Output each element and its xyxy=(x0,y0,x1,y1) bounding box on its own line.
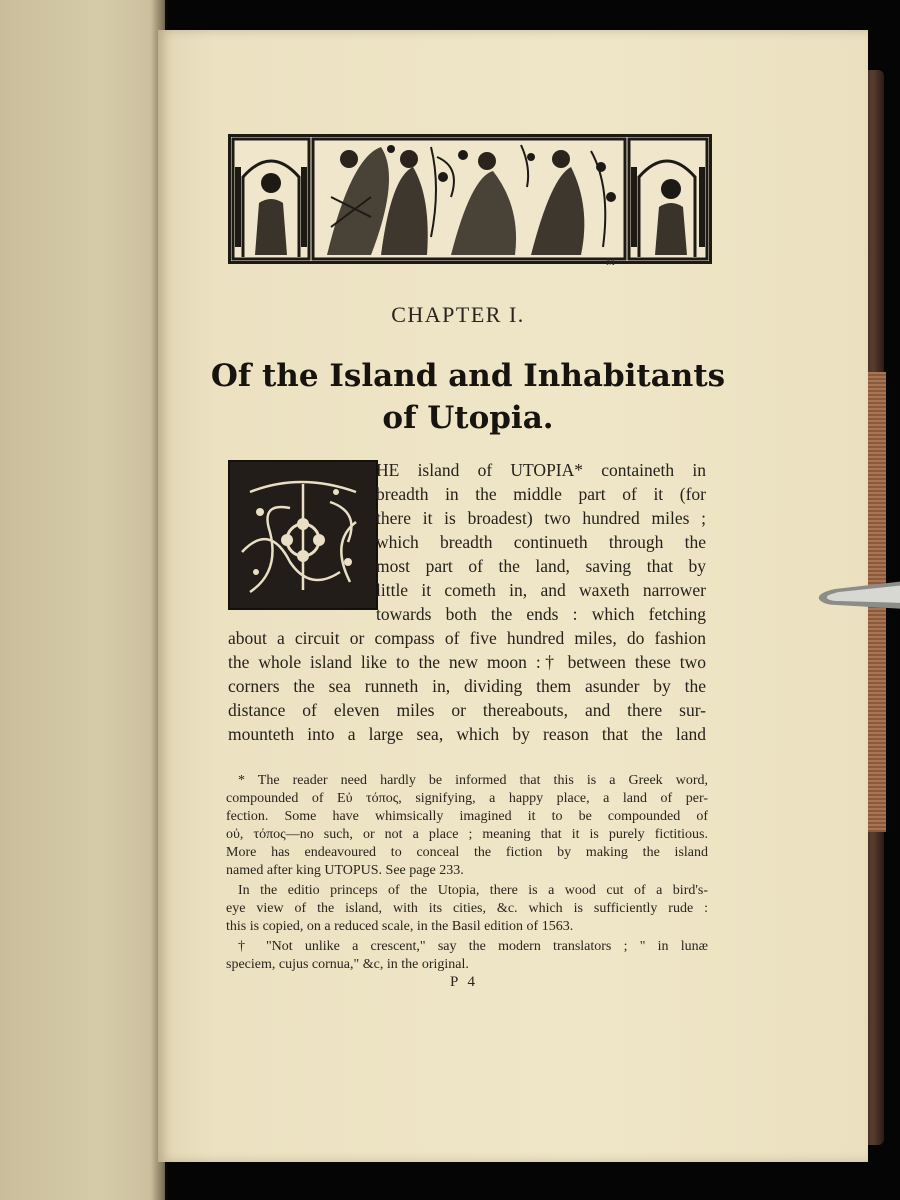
footnote-line: eye view of the island, with its cities, &c. which is sufficiently rude : xyxy=(226,901,708,916)
body-line: towards both the ends : which fetching xyxy=(376,604,706,624)
left-page xyxy=(0,0,165,1200)
bookmark-clip-icon xyxy=(815,575,900,615)
chapter-title-line-1: Of the Island and Inhabitants xyxy=(210,358,726,394)
body-line: breadth in the middle part of it (for xyxy=(376,484,706,504)
body-line: little it cometh in, and waxeth narrower xyxy=(376,580,706,600)
footnote-line: compounded of Εὐ τόπος, signifying, a happy place, a land of per- xyxy=(226,791,708,806)
right-page xyxy=(158,30,868,1162)
chapter-title xyxy=(198,355,738,439)
body-line: about a circuit or compass of five hundred miles, do fashion xyxy=(228,628,706,648)
footnote-line: fection. Some have whimsically imagined it to be compounded of xyxy=(226,809,708,824)
body-line: most part of the land, saving that by xyxy=(376,556,706,576)
footnote-line: this is copied, on a reduced scale, in the Basil edition of 1563. xyxy=(226,919,574,934)
chapter-title-line-2: of Utopia. xyxy=(382,400,554,436)
footnote-line: named after king UTOPUS. See page 233. xyxy=(226,863,464,878)
woodcut-banner-illustration xyxy=(231,137,709,261)
footnote-line: οὐ, τόπος—no such, or not a place ; meaning that it is purely fictitious. xyxy=(226,827,708,842)
footnote-line: speciem, cujus cornua," &c, in the original. xyxy=(226,957,469,972)
engraver-monogram: M xyxy=(606,257,615,268)
body-line: mounteth into a large sea, which by reason that the land xyxy=(228,724,706,744)
body-line: which breadth continueth through the xyxy=(376,532,706,552)
body-line: the whole island like to the new moon :† between these two xyxy=(228,652,706,672)
footnote-line: † "Not unlike a crescent," say the modern translators ; " in lunæ xyxy=(238,939,708,954)
body-line: distance of eleven miles or thereabouts, and there sur- xyxy=(228,700,706,720)
footnote-line: In the editio princeps of the Utopia, there is a wood cut of a bird's- xyxy=(238,883,708,898)
signature-mark: P 4 xyxy=(450,974,479,990)
chapter-heading: CHAPTER I. xyxy=(391,302,525,327)
body-line: there it is broadest) two hundred miles ; xyxy=(376,508,706,528)
body-line: corners the sea runneth in, dividing them asunder by the xyxy=(228,676,706,696)
decorated-initial-illustration xyxy=(230,462,376,608)
woodcut-banner xyxy=(228,134,712,264)
body-line: HE island of UTOPIA* containeth in xyxy=(376,460,706,480)
footnote-line: More has endeavoured to conceal the fiction by making the island xyxy=(226,845,708,860)
decorated-initial xyxy=(228,460,378,610)
footnote-line: * The reader need hardly be informed that this is a Greek word, xyxy=(238,773,708,788)
